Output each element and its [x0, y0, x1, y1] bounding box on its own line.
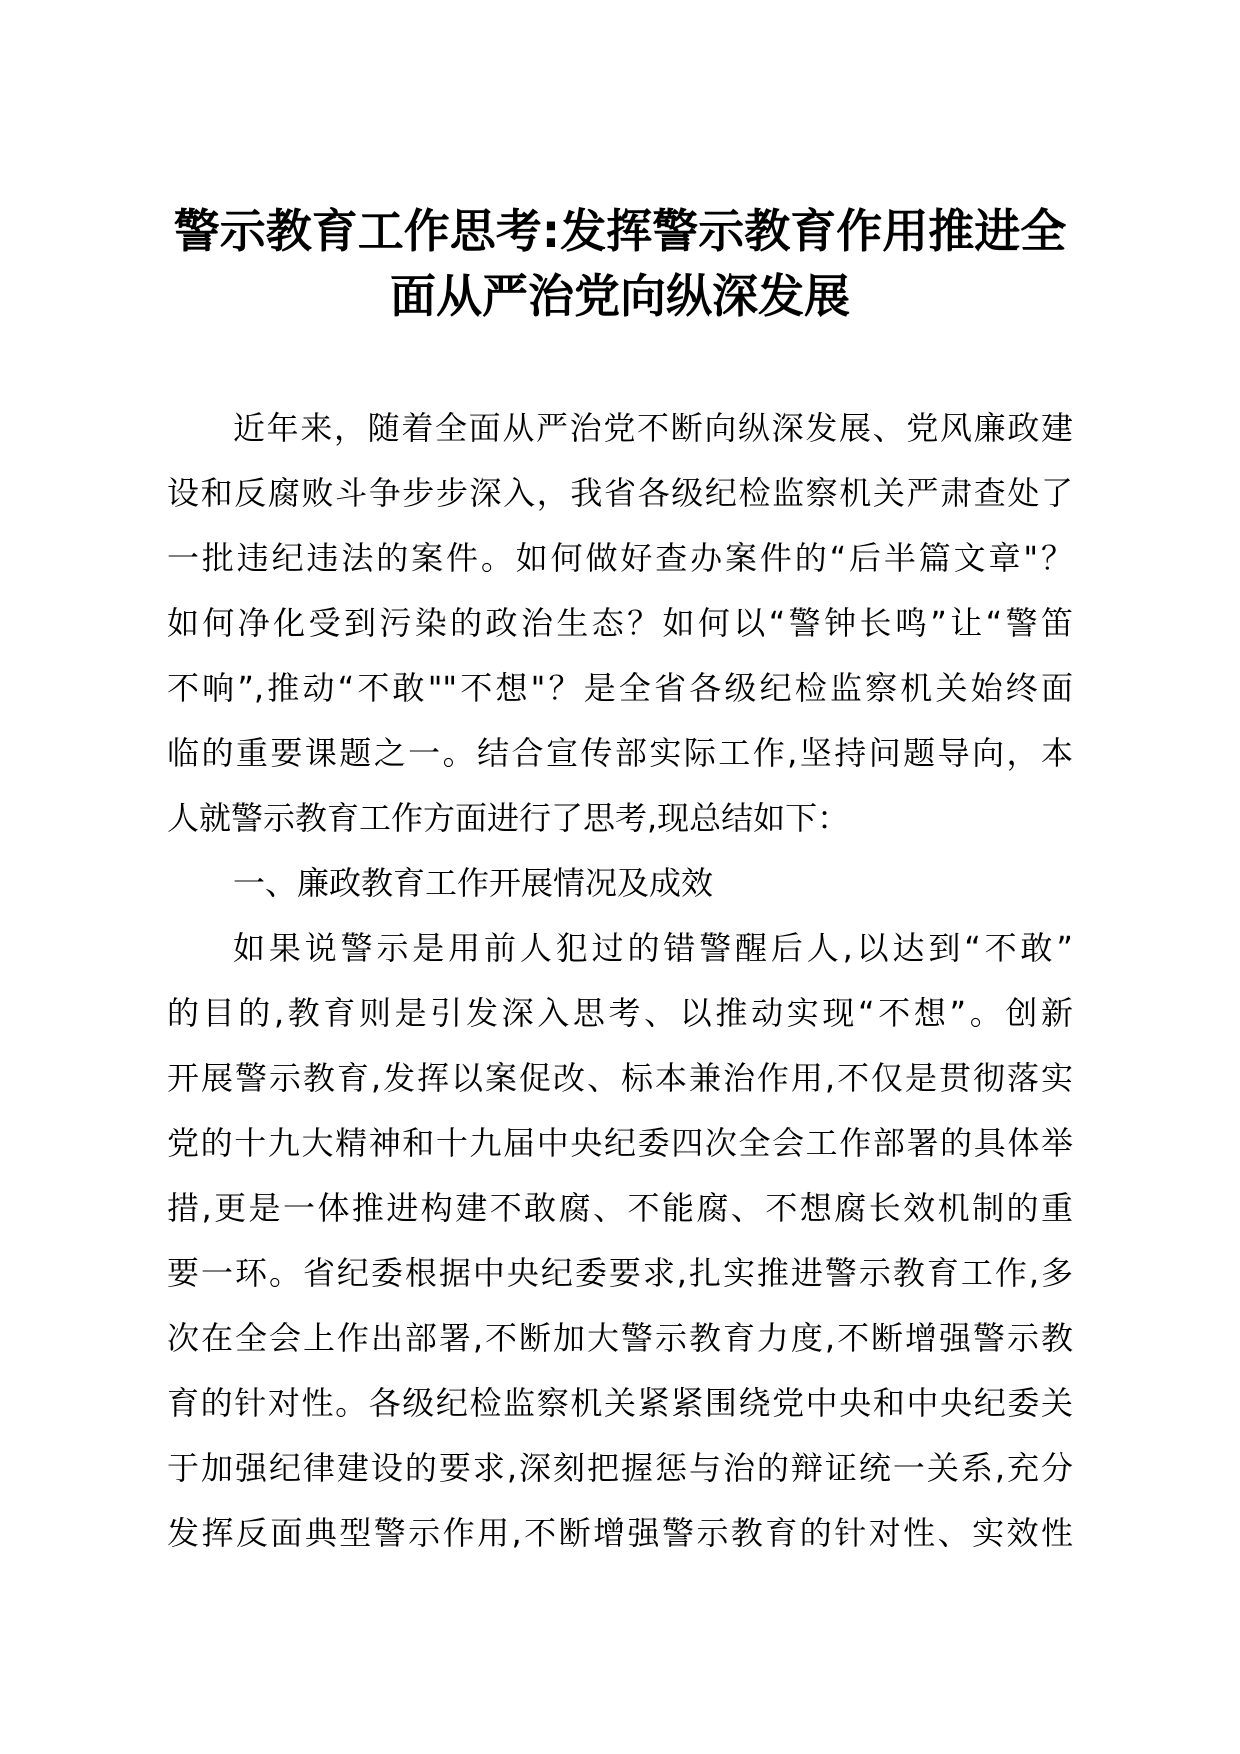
text-line: 不响”,推动“不敢""不想"？是全省各级纪检监察机关始终面 — [167, 669, 1073, 707]
text-line: 开展警示教育,发挥以案促改、标本兼治作用,不仅是贯彻落实 — [167, 1059, 1073, 1097]
text-line: 设和反腐败斗争步步深入，我省各级纪检监察机关严肃查处了 — [167, 474, 1073, 512]
text-line: 近年来，随着全面从严治党不断向纵深发展、党风廉政建 — [233, 409, 1073, 447]
text-line: 措,更是一体推进构建不敢腐、不能腐、不想腐长效机制的重 — [167, 1189, 1073, 1227]
text-line: 发挥反面典型警示作用,不断增强警示教育的针对性、实效性 — [167, 1514, 1073, 1552]
document-title — [150, 199, 1090, 329]
text-line: 如果说警示是用前人犯过的错警醒后人,以达到“不敢” — [233, 929, 1073, 967]
text-line: 的目的,教育则是引发深入思考、以推动实现“不想”。创新 — [167, 994, 1073, 1032]
text-line: 党的十九大精神和十九届中央纪委四次全会工作部署的具体举 — [167, 1124, 1073, 1162]
text-line: 人就警示教育工作方面进行了思考,现总结如下： — [167, 799, 850, 837]
paragraph-section-1 — [167, 916, 1073, 1566]
text-line: 于加强纪律建设的要求,深刻把握惩与治的辩证统一关系,充分 — [167, 1449, 1073, 1487]
text-line: 次在全会上作出部署,不断加大警示教育力度,不断增强警示教 — [167, 1319, 1073, 1357]
title-line: 面从严治党向纵深发展 — [390, 269, 850, 323]
title-line: 警示教育工作思考:发挥警示教育作用推进全 — [173, 204, 1067, 258]
text-line: 育的针对性。各级纪检监察机关紧紧围绕党中央和中央纪委关 — [167, 1384, 1073, 1422]
text-line: 如何净化受到污染的政治生态？如何以“警钟长鸣”让“警笛 — [167, 604, 1073, 642]
text-line: 临的重要课题之一。结合宣传部实际工作,坚持问题导向，本 — [167, 734, 1073, 772]
text-line: 一批违纪违法的案件。如何做好查办案件的“后半篇文章"？ — [167, 539, 1073, 577]
paragraph-intro — [167, 396, 1073, 851]
text-line: 要一环。省纪委根据中央纪委要求,扎实推进警示教育工作,多 — [167, 1254, 1073, 1292]
document-body — [167, 396, 1073, 1566]
section-heading: 一、廉政教育工作开展情况及成效 — [233, 864, 714, 902]
